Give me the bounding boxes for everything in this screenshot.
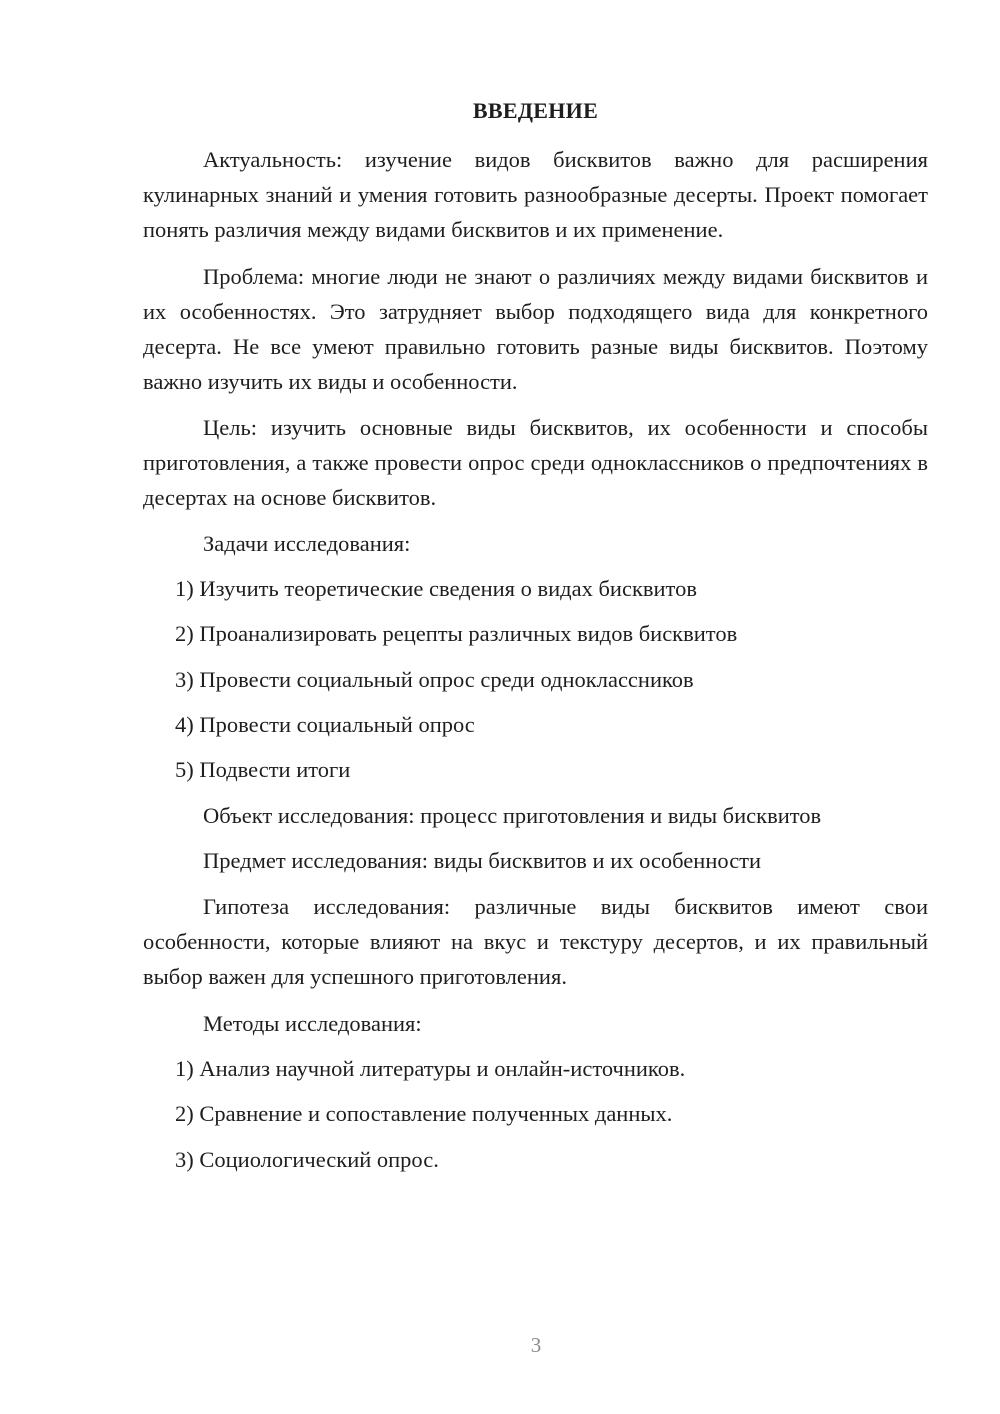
- method-item: 3) Социологический опрос.: [175, 1147, 439, 1172]
- methods-heading: Методы исследования:: [203, 1011, 422, 1036]
- subject-paragraph: Предмет исследования: виды бисквитов и их особенности: [203, 848, 762, 873]
- hypothesis-paragraph: Гипотеза исследования: различные виды бисквитов имеют свои особенности, которые влияют на вкус и текстуру десертов, и их правильный выбор важен для успешного приготовления.: [143, 894, 928, 989]
- problem-paragraph: Проблема: многие люди не знают о различиях между видами бисквитов и их особенностях. Это затрудняет выбор подходящего вида для конкретного десерта. Не все умеют правильно готовить разные виды бисквитов. Поэтому важно изучить их виды и особенности.: [143, 264, 928, 394]
- task-item: 2) Проанализировать рецепты различных видов бисквитов: [175, 621, 738, 646]
- task-item: 3) Провести социальный опрос среди одноклассников: [175, 667, 694, 692]
- relevance-paragraph: Актуальность: изучение видов бисквитов важно для расширения кулинарных знаний и умения готовить разнообразные десерты. Проект помогает понять различия между видами бисквитов и их применение.: [143, 147, 928, 242]
- goal-paragraph: Цель: изучить основные виды бисквитов, их особенности и способы приготовления, а также провести опрос среди одноклассников о предпочтениях в десертах на основе бисквитов.: [143, 415, 928, 510]
- object-paragraph: Объект исследования: процесс приготовления и виды бисквитов: [203, 803, 822, 828]
- method-item: 2) Сравнение и сопоставление полученных данных.: [175, 1101, 673, 1126]
- task-item: 1) Изучить теоретические сведения о видах бисквитов: [175, 576, 697, 601]
- task-item: 4) Провести социальный опрос: [175, 712, 475, 737]
- page-number: 3: [530, 1333, 542, 1357]
- tasks-heading: Задачи исследования:: [203, 531, 411, 556]
- method-item: 1) Анализ научной литературы и онлайн-источников.: [175, 1056, 686, 1081]
- page-title: ВВЕДЕНИЕ: [472, 98, 599, 123]
- task-item: 5) Подвести итоги: [175, 757, 351, 782]
